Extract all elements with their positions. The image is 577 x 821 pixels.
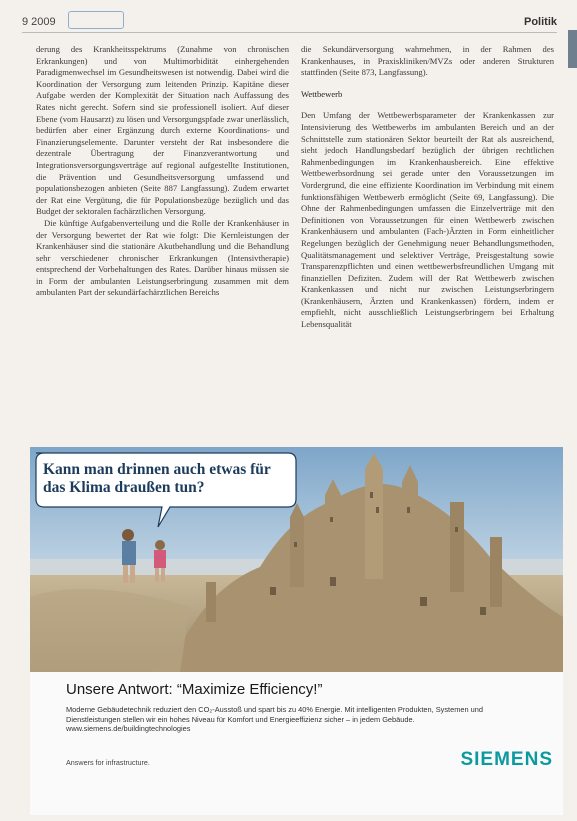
- subheading: Wettbewerb: [301, 88, 343, 99]
- issue-number: 9 2009: [22, 16, 56, 28]
- paragraph: derung des Krankheitsspektrums (Zunahme von chronischen Erkrankungen) und von Multimorbidität einhergehenden Paradigmenwechsel im Gesundheitswesen ist notwendig. Dabei wird die Koordination der Versorgung zum leitenden Prinzip. Kapitäne dieser Aufgabe werden der Komplexität der Situation nach Auffassung des Rates nicht gerecht. Sofern sind sie professionell isoliert. Auf dieser Ebene (vom Hausarzt) zu lösen und Versorgungspfade zwar unerlässlich, bedürfen aber einer Ergänzung durch externe Koordinations- und Finanzierungselemente. Darunter versteht der Rat insbesondere die dezentrale Übertragung der Finanzverantwortung und Integrationsversorgungsverträge auf regional aufgestellte Institutionen, die Prävention und Gesundheitsversorgung umfassend und populationsbezogen anbieten (Seite 887 Langfassung). Zudem erwartet der Rat eine Vergütung, die für Populationsbezüge bezüglich und das Budget der sektoralen fachärztlichen Versorgung.: [36, 44, 289, 217]
- ad-body-text: Moderne Gebäudetechnik reduziert den CO₂-Ausstoß und spart bis zu 40% Energie. Mit intelligenten Produkten, Systemen und Dienstleistungen stellen wir ein hohes Niveau für Komfort und Energieeffizienz sicher – in jedem Gebäude. www.siemens.de/buildingtechnologies: [66, 705, 483, 734]
- ad-headline: Unsere Antwort: “Maximize Efficiency!”: [66, 681, 323, 698]
- paragraph: Die künftige Aufgabenverteilung und die Rolle der Krankenhäuser in der Versorgung bewertet der Rat wie folgt: Die Kernleistungen der Krankenhäuser sind die stationäre Akutbehandlung und die Behandlung sehr verschiedener chronischer Erkrankungen (Intensivtherapie) entsprechend der Vorbehaltungen des Rates. Darüber hinaus müssen sie in Form der ambulanten Leistungserbringung zusammen mit dem ambulanten Part der sekundärfachärztlichen Bereichs: [36, 217, 289, 298]
- logo-icon: [68, 11, 124, 29]
- paragraph: die Sekundärversorgung wahrnehmen, in der Rahmen des Krankenhauses, in Praxiskliniken/MVZs oder anderen Strukturen stattfinden (Seite 873, Langfassung).: [301, 44, 554, 78]
- section-label: Politik: [523, 16, 557, 28]
- left-text-column: [36, 44, 289, 440]
- siemens-advertisement: [30, 447, 563, 815]
- ad-question: Kann man drinnen auch etwas für das Klima draußen tun?: [43, 461, 271, 496]
- siemens-logo: SIEMENS: [460, 749, 553, 770]
- section-tab: [568, 30, 577, 68]
- right-text-column: [301, 44, 554, 440]
- page-header: [22, 14, 557, 34]
- magazine-logo: [66, 11, 124, 29]
- ad-tagline: Answers for infrastructure.: [66, 758, 150, 767]
- header-divider: [22, 32, 557, 33]
- paragraph: Den Umfang der Wettbewerbsparameter der Krankenkassen zur Intensivierung des Wettbewerbs im ambulanten Bereich und an der Schnittstelle zum stationären Sektor beurteilt der Rat als ausreichend, sieht jedoch Handlungsbedarf bezüglich der übrigen rechtlichen Rahmenbedingungen im Krankenhausbereich. Eine effektive Wettbewerbsordnung sei gerade unter den Voraussetzungen im Vordergrund, die eine effiziente Koordination im Verbindung mit einem funktionsfähigen Wettbewerb ermöglicht (Seite 69, Langfassung). Die Ohne der Rahmenbedingungen umfassen die Einzelverträge mit den Definitionen von Voraussetzungen für einen Wettbewerb zwischen Krankenhäusern und ambulanten (Fach-)Ärzten in Form einheitlicher Regelungen bezüglich der Genehmigung neuer Behandlungsmethoden, Qualitätsmanagement und selektiver Verträge, Preisgestaltung sowie Transparenzpflichten und einen wettbewerbsfreundlichen Umgang mit finanziellen Defiziten. Zudem will der Rat Wettbewerb zwischen Krankenkassen und nicht nur zwischen Leistungserbringern (Krankenhäusern, Ärzten und Krankenkassen) fördern, indem er empfiehlt, nicht ausschließlich Leistungserbringern bei Erhaltung Lebensqualität: [301, 110, 554, 330]
